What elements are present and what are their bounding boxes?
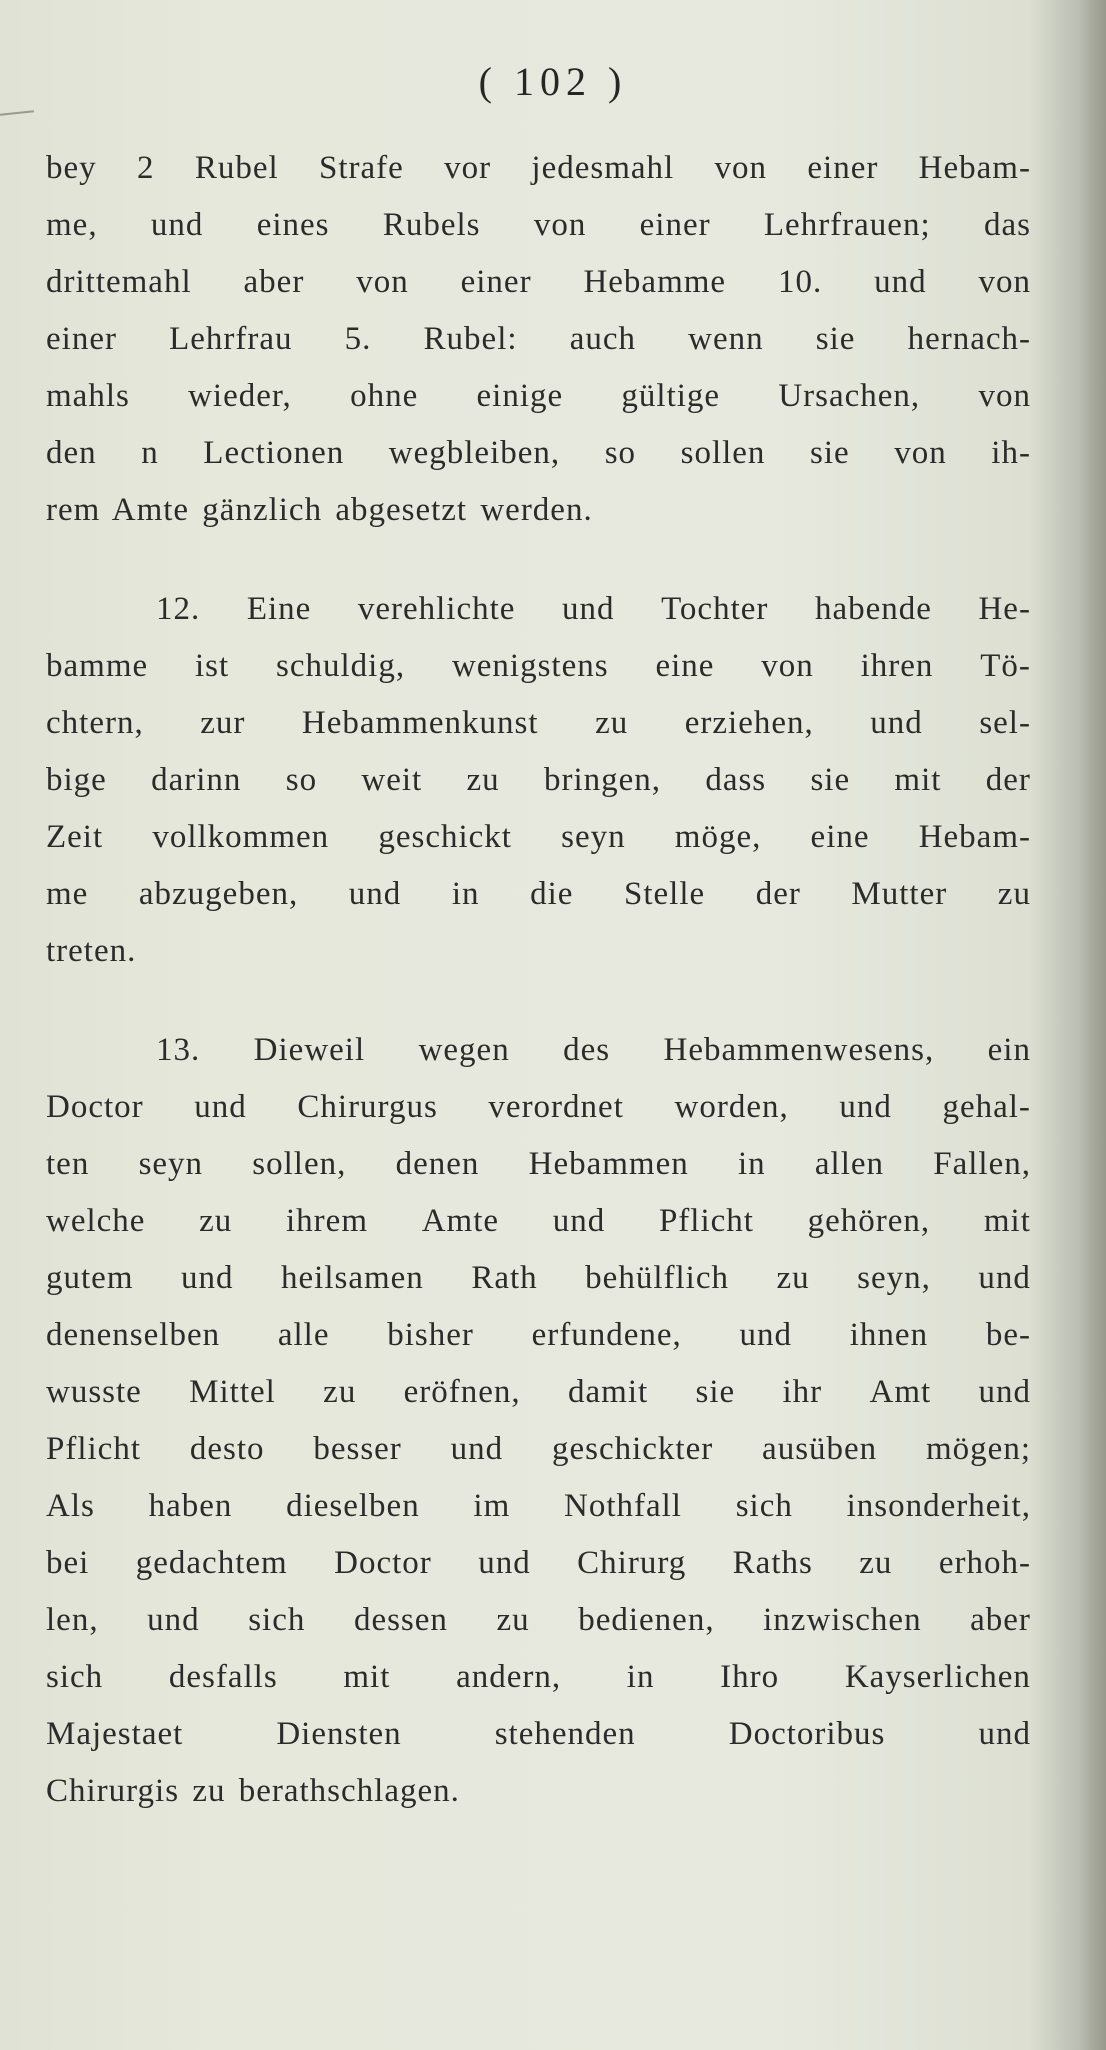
word: 5. bbox=[344, 321, 372, 357]
word: aber bbox=[243, 264, 305, 300]
word: zu bbox=[859, 1545, 893, 1581]
word: Majestaet bbox=[46, 1716, 184, 1752]
word: vor bbox=[444, 150, 492, 186]
word: Hebammenkunst bbox=[301, 705, 539, 741]
word: Rubel: bbox=[423, 321, 518, 357]
word: Doctor bbox=[334, 1545, 432, 1581]
word: einer bbox=[460, 264, 532, 300]
word: und bbox=[450, 1431, 504, 1467]
text-line: Chirurgis zu berathschlagen. bbox=[46, 1773, 460, 1809]
word: damit bbox=[568, 1374, 649, 1410]
word: Lehrfrau bbox=[169, 321, 293, 357]
text-line bbox=[46, 866, 1031, 923]
word: dieselben bbox=[286, 1488, 420, 1524]
word: gehal- bbox=[942, 1089, 1031, 1125]
word: eine bbox=[810, 819, 870, 855]
word: von bbox=[894, 435, 947, 471]
word: Hebamme bbox=[583, 264, 727, 300]
word: Tochter bbox=[661, 591, 769, 627]
word: von bbox=[978, 378, 1031, 414]
word: 10. bbox=[777, 264, 823, 300]
word: jedesmahl bbox=[531, 150, 675, 186]
word: seyn bbox=[561, 819, 626, 855]
word: eine bbox=[655, 648, 715, 684]
word: Als bbox=[46, 1488, 95, 1524]
word: Diensten bbox=[276, 1716, 402, 1752]
word: einer bbox=[807, 150, 879, 186]
word: erfundene, bbox=[531, 1317, 682, 1353]
word: und bbox=[978, 1374, 1031, 1410]
word: so bbox=[604, 435, 637, 471]
word: von bbox=[978, 264, 1031, 300]
text-line bbox=[46, 197, 1031, 254]
word: eröfnen, bbox=[403, 1374, 521, 1410]
word: Ihro bbox=[720, 1659, 780, 1695]
word: sollen bbox=[680, 435, 766, 471]
word: ihr bbox=[782, 1374, 823, 1410]
word: im bbox=[473, 1488, 511, 1524]
word: Mutter bbox=[851, 876, 948, 912]
word: gültige bbox=[621, 378, 721, 414]
word: denen bbox=[395, 1146, 480, 1182]
word: welche bbox=[46, 1203, 146, 1239]
word: hernach- bbox=[907, 321, 1031, 357]
word: und bbox=[147, 1602, 200, 1638]
word: Lectionen bbox=[203, 435, 345, 471]
word: wenn bbox=[688, 321, 764, 357]
word: me, bbox=[46, 207, 98, 243]
word: be- bbox=[985, 1317, 1031, 1353]
ink-mark bbox=[0, 110, 34, 116]
text-line bbox=[46, 581, 1031, 638]
text-line bbox=[46, 1649, 1031, 1706]
word: Pflicht bbox=[658, 1203, 754, 1239]
word: 2 bbox=[136, 150, 155, 186]
word: Tö- bbox=[980, 648, 1031, 684]
word: bedienen, bbox=[578, 1602, 715, 1638]
word: Amte bbox=[421, 1203, 500, 1239]
word: bey bbox=[46, 150, 97, 186]
word: Hebam- bbox=[918, 150, 1031, 186]
word: andern, bbox=[456, 1659, 562, 1695]
word: desfalls bbox=[168, 1659, 278, 1695]
word: und bbox=[552, 1203, 606, 1239]
word: einige bbox=[476, 378, 564, 414]
word: heilsamen bbox=[281, 1260, 424, 1296]
word: Lehrfrauen; bbox=[763, 207, 931, 243]
word: und bbox=[150, 207, 204, 243]
word: drittemahl bbox=[46, 264, 192, 300]
word: n bbox=[141, 435, 159, 471]
word: zu bbox=[997, 876, 1031, 912]
word: denenselben bbox=[46, 1317, 221, 1353]
word: Zeit bbox=[46, 819, 104, 855]
word: verehlichte bbox=[357, 591, 516, 627]
word: Hebammen bbox=[528, 1146, 689, 1182]
word: Chirurg bbox=[577, 1545, 687, 1581]
word: gutem bbox=[46, 1260, 134, 1296]
text-line bbox=[46, 1706, 1031, 1763]
word: ih- bbox=[991, 435, 1031, 471]
word: Doctoribus bbox=[728, 1716, 886, 1752]
word: Hebam- bbox=[918, 819, 1031, 855]
word: und bbox=[978, 1260, 1031, 1296]
word: verordnet bbox=[488, 1089, 624, 1125]
word: wieder, bbox=[188, 378, 292, 414]
paragraph-gap bbox=[46, 539, 1031, 581]
word: schuldig, bbox=[276, 648, 406, 684]
text-line bbox=[46, 1193, 1031, 1250]
word: und bbox=[348, 876, 402, 912]
word: und bbox=[839, 1089, 892, 1125]
word: besser bbox=[313, 1431, 402, 1467]
text-line bbox=[46, 1364, 1031, 1421]
word: Rath bbox=[471, 1260, 538, 1296]
word: und bbox=[739, 1317, 793, 1353]
word: den bbox=[46, 435, 97, 471]
word: Amt bbox=[869, 1374, 932, 1410]
word: inzwischen bbox=[763, 1602, 922, 1638]
word: Stelle bbox=[623, 876, 706, 912]
word: geschickter bbox=[551, 1431, 714, 1467]
text-line: treten. bbox=[46, 933, 137, 969]
word: ihren bbox=[860, 648, 934, 684]
body-text bbox=[46, 140, 1031, 1820]
word: und bbox=[194, 1089, 247, 1125]
word: und bbox=[870, 705, 923, 741]
word: len, bbox=[46, 1602, 99, 1638]
word: Mittel bbox=[189, 1374, 276, 1410]
page-number: ( 102 ) bbox=[478, 59, 628, 104]
word: sollen, bbox=[252, 1146, 347, 1182]
word: in bbox=[451, 876, 480, 912]
word: dessen bbox=[353, 1602, 448, 1638]
word: mit bbox=[894, 762, 942, 798]
text-line bbox=[46, 1307, 1031, 1364]
word: Ursachen, bbox=[778, 378, 921, 414]
word: Dieweil bbox=[253, 1032, 366, 1068]
word: mahls bbox=[46, 378, 130, 414]
word: geschickt bbox=[378, 819, 512, 855]
word: gehören, bbox=[807, 1203, 931, 1239]
word: Rubel bbox=[194, 150, 279, 186]
word: Doctor bbox=[46, 1089, 144, 1125]
paragraph-continuation bbox=[46, 140, 1031, 539]
word: zu bbox=[595, 705, 629, 741]
text-line bbox=[46, 1478, 1031, 1535]
word: der bbox=[985, 762, 1031, 798]
word: und bbox=[978, 1716, 1031, 1752]
word: aber bbox=[970, 1602, 1031, 1638]
text-line bbox=[46, 368, 1031, 425]
text-line bbox=[46, 1592, 1031, 1649]
word: Chirurgus bbox=[297, 1089, 438, 1125]
word: Eine bbox=[246, 591, 312, 627]
word: behülflich bbox=[585, 1260, 729, 1296]
word: mit bbox=[343, 1659, 391, 1695]
word: mit bbox=[983, 1203, 1031, 1239]
word: abzugeben, bbox=[138, 876, 299, 912]
word: He- bbox=[978, 591, 1031, 627]
word: erziehen, bbox=[684, 705, 814, 741]
word: ohne bbox=[350, 378, 419, 414]
word: möge, bbox=[674, 819, 762, 855]
word: zu bbox=[496, 1602, 530, 1638]
word: zu bbox=[199, 1203, 233, 1239]
word: und bbox=[478, 1545, 531, 1581]
word: allen bbox=[814, 1146, 885, 1182]
paragraph-12 bbox=[46, 581, 1031, 980]
word: des bbox=[563, 1032, 611, 1068]
word: ten bbox=[46, 1146, 90, 1182]
word: chtern, bbox=[46, 705, 144, 741]
word: habende bbox=[814, 591, 932, 627]
word: ihnen bbox=[849, 1317, 929, 1353]
word: von bbox=[761, 648, 814, 684]
word: alle bbox=[277, 1317, 330, 1353]
word: Nothfall bbox=[563, 1488, 682, 1524]
word: wegbleiben, bbox=[388, 435, 561, 471]
word: Raths bbox=[732, 1545, 813, 1581]
word: und bbox=[874, 264, 927, 300]
word: seyn bbox=[138, 1146, 204, 1182]
word: so bbox=[285, 762, 318, 798]
text-line bbox=[46, 695, 1031, 752]
word: in bbox=[626, 1659, 655, 1695]
word: zu bbox=[466, 762, 500, 798]
paragraph-13 bbox=[46, 1022, 1031, 1820]
text-line bbox=[46, 1136, 1031, 1193]
text-line bbox=[46, 809, 1031, 866]
word: mögen; bbox=[926, 1431, 1031, 1467]
word: von bbox=[356, 264, 409, 300]
word: vollkommen bbox=[152, 819, 330, 855]
word: worden, bbox=[674, 1089, 789, 1125]
word: ein bbox=[987, 1032, 1031, 1068]
word: gedachtem bbox=[135, 1545, 288, 1581]
text-line: rem Amte gänzlich abgesetzt werden. bbox=[46, 492, 593, 528]
word: darinn bbox=[151, 762, 242, 798]
word: ist bbox=[194, 648, 230, 684]
text-line bbox=[46, 425, 1031, 482]
text-line bbox=[46, 1535, 1031, 1592]
word: desto bbox=[189, 1431, 265, 1467]
word: insonderheit, bbox=[846, 1488, 1031, 1524]
word: ihrem bbox=[286, 1203, 368, 1239]
word: bige bbox=[46, 762, 107, 798]
word: wenigstens bbox=[451, 648, 609, 684]
word: sie bbox=[695, 1374, 736, 1410]
word: das bbox=[983, 207, 1031, 243]
word: von bbox=[714, 150, 768, 186]
word: 13. bbox=[156, 1032, 201, 1068]
word: Fallen, bbox=[933, 1146, 1031, 1182]
word: einer bbox=[639, 207, 711, 243]
word: auch bbox=[569, 321, 636, 357]
text-line bbox=[46, 1022, 1031, 1079]
page-edge-shadow bbox=[1080, 0, 1106, 2050]
word: dass bbox=[705, 762, 767, 798]
word: wegen bbox=[418, 1032, 510, 1068]
word: von bbox=[533, 207, 587, 243]
text-line bbox=[46, 254, 1031, 311]
word: sich bbox=[248, 1602, 306, 1638]
word: stehenden bbox=[494, 1716, 636, 1752]
word: sich bbox=[46, 1659, 104, 1695]
word: haben bbox=[148, 1488, 233, 1524]
word: sie bbox=[815, 321, 856, 357]
text-line bbox=[46, 1250, 1031, 1307]
word: me bbox=[46, 876, 89, 912]
word: und bbox=[562, 591, 615, 627]
word: zu bbox=[323, 1374, 357, 1410]
word: Kayserlichen bbox=[844, 1659, 1031, 1695]
text-line bbox=[46, 638, 1031, 695]
word: sie bbox=[810, 762, 851, 798]
word: Hebammenwesens, bbox=[663, 1032, 935, 1068]
text-line bbox=[46, 311, 1031, 368]
word: Rubels bbox=[382, 207, 481, 243]
word: sel- bbox=[979, 705, 1031, 741]
word: in bbox=[737, 1146, 766, 1182]
word: die bbox=[530, 876, 574, 912]
paragraph-gap bbox=[46, 980, 1031, 1022]
word: Strafe bbox=[318, 150, 404, 186]
word: sie bbox=[810, 435, 850, 471]
word: 12. bbox=[156, 591, 201, 627]
word: einer bbox=[46, 321, 117, 357]
word: zur bbox=[200, 705, 246, 741]
word: zu bbox=[776, 1260, 810, 1296]
word: bamme bbox=[46, 648, 149, 684]
word: der bbox=[755, 876, 801, 912]
word: Pflicht bbox=[46, 1431, 141, 1467]
word: bei bbox=[46, 1545, 90, 1581]
word: und bbox=[181, 1260, 234, 1296]
text-line bbox=[46, 1421, 1031, 1478]
word: sich bbox=[735, 1488, 793, 1524]
word: wusste bbox=[46, 1374, 142, 1410]
word: eines bbox=[256, 207, 330, 243]
word: erhoh- bbox=[938, 1545, 1031, 1581]
text-line bbox=[46, 752, 1031, 809]
text-line bbox=[46, 140, 1031, 197]
word: seyn, bbox=[857, 1260, 931, 1296]
word: ausüben bbox=[762, 1431, 878, 1467]
word: bisher bbox=[387, 1317, 474, 1353]
word: bringen, bbox=[543, 762, 662, 798]
word: weit bbox=[361, 762, 423, 798]
text-line bbox=[46, 1079, 1031, 1136]
